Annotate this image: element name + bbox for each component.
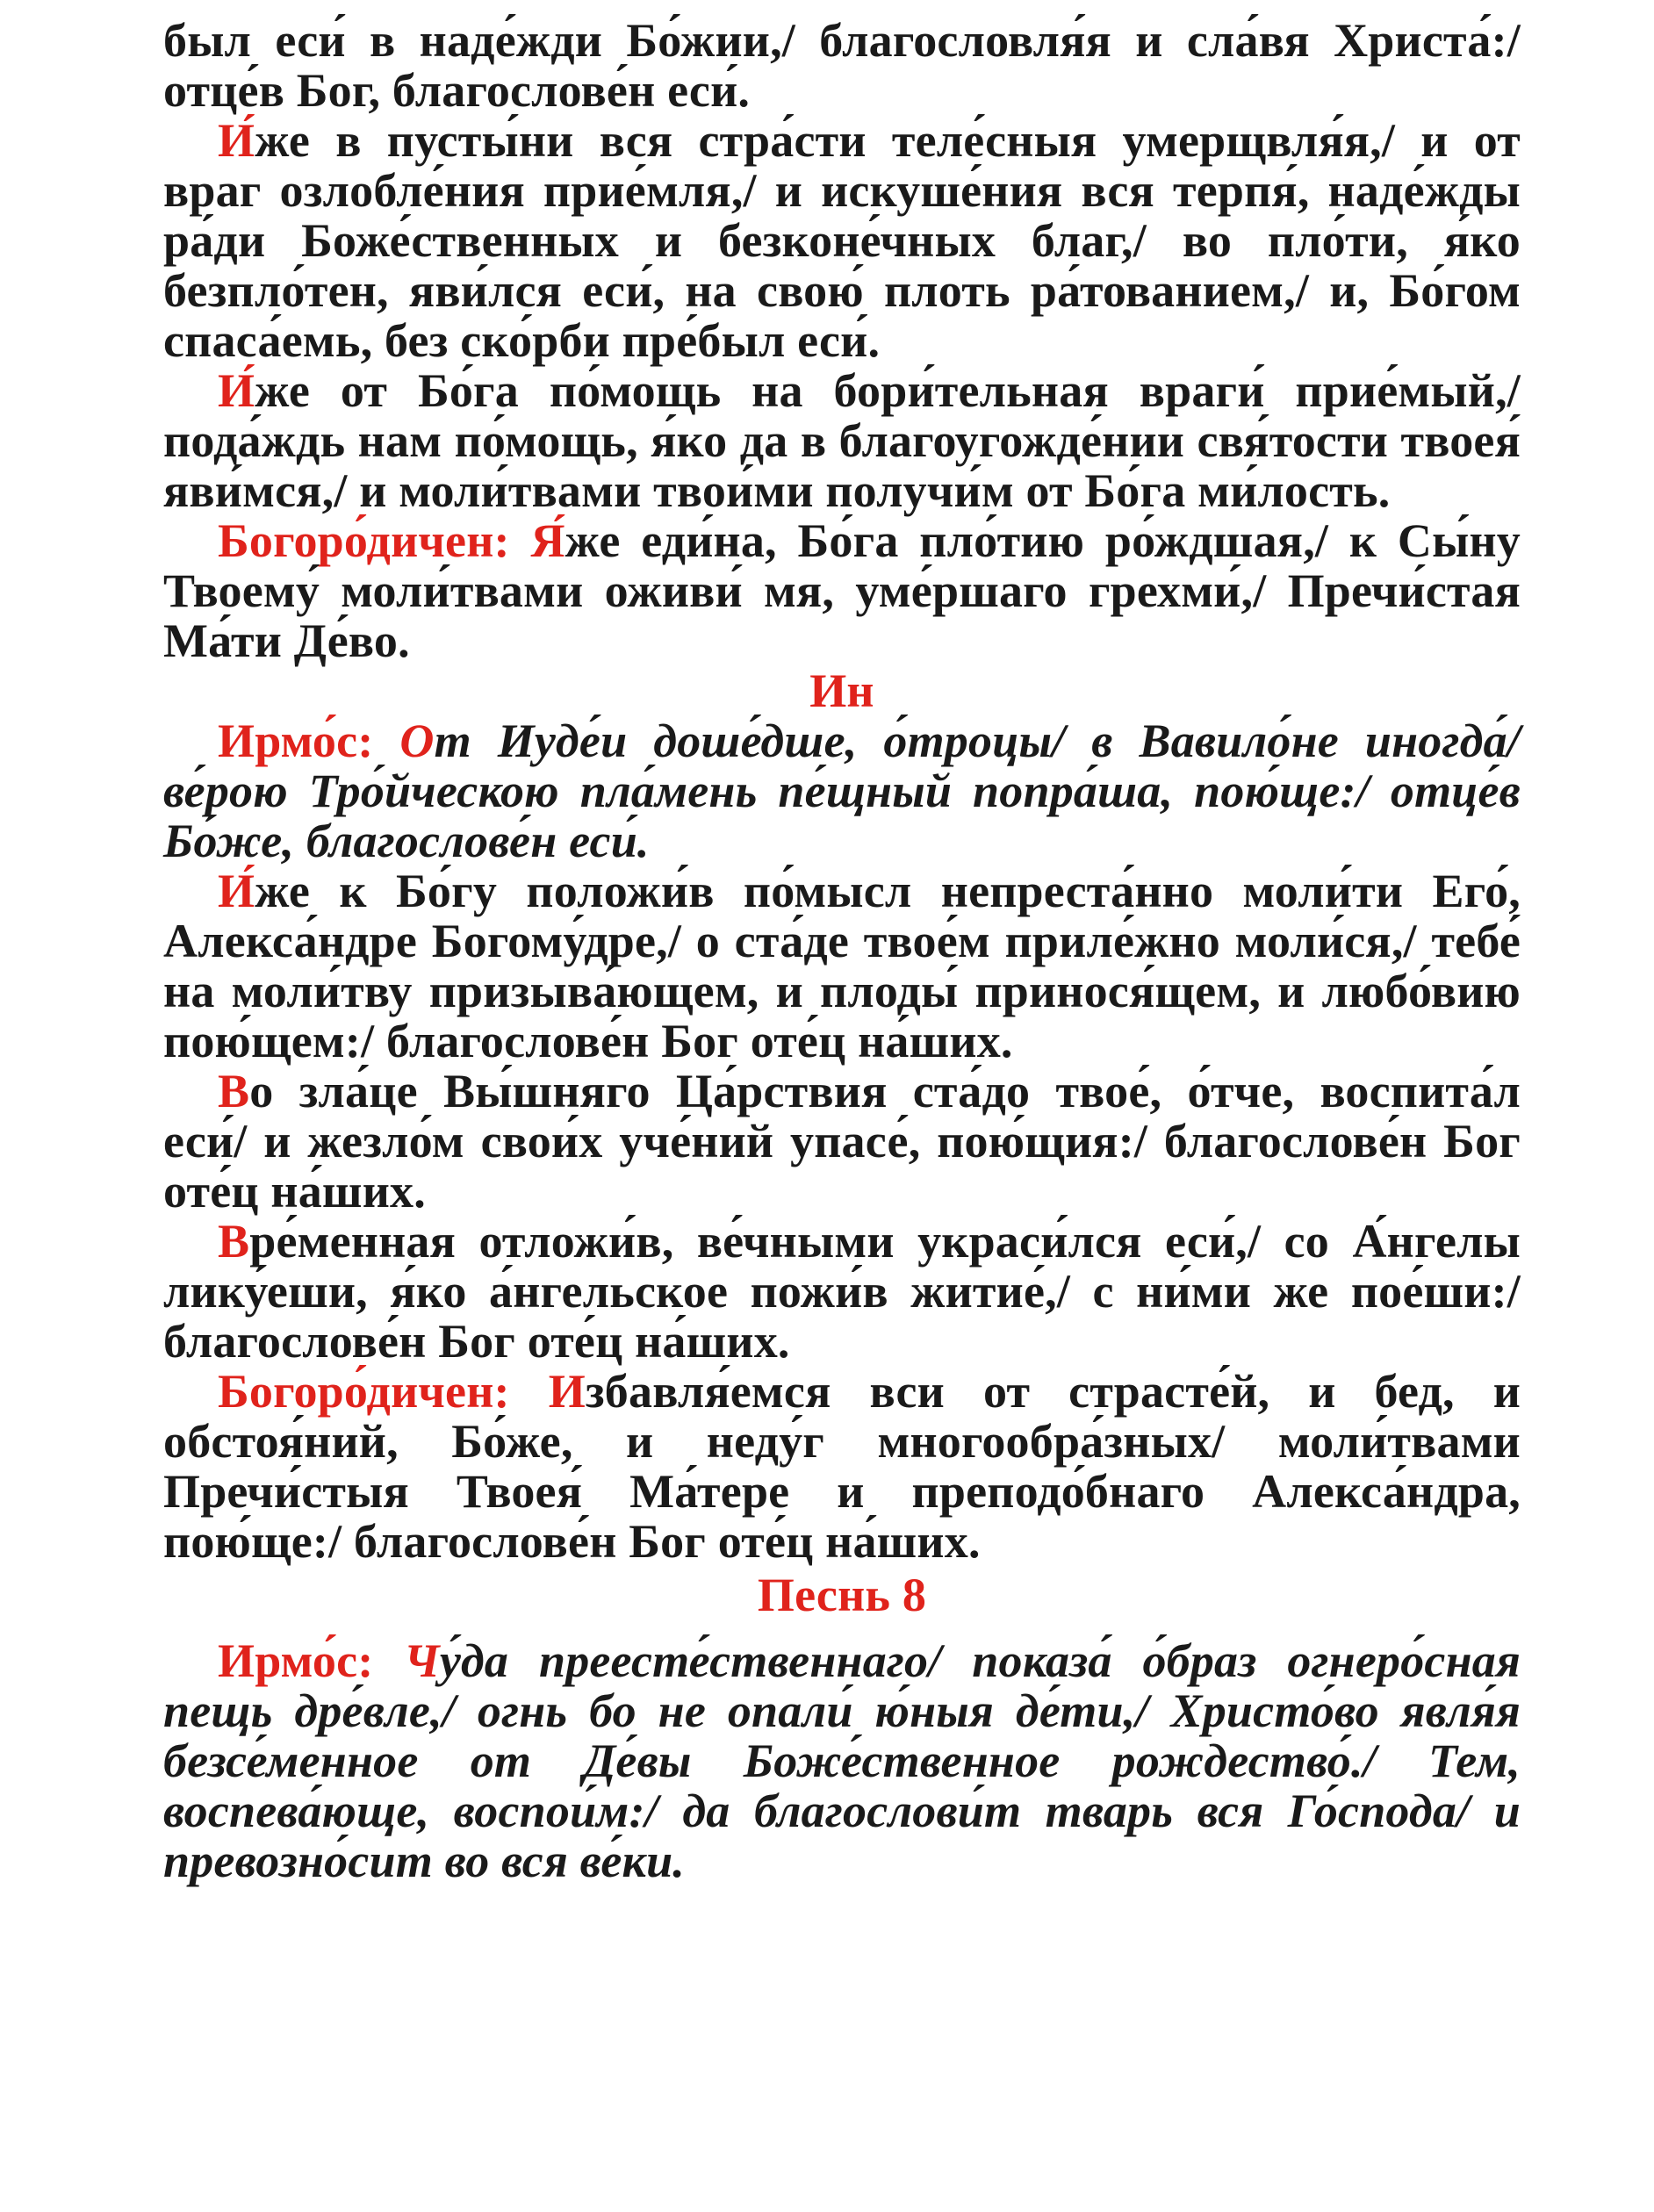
paragraph-text: збавля́емся вси от страсте́й, и бед, и обстоя́ний, Бо́же, и неду́г многообра́зных/ моли́твами Пречи́стыя Твоея́ Ма́тере и преподо́бнаго Алекса́ндра, пою́ще:/ благослове́н Бог оте́ц на́ших. — [163, 1365, 1521, 1568]
drop-initial: В — [218, 1215, 250, 1268]
paragraph-text: был еси́ в наде́жди Бо́жии,/ благословля́я и сла́вя Христа́:/ отце́в Бог, благослове́н еси́. — [163, 14, 1521, 117]
drop-initial: И — [548, 1365, 586, 1418]
rubric-label: Богоро́дичен: — [218, 514, 531, 567]
paragraph-text: т Иуде́и доше́дше, о́троцы/ в Вавило́не иногда́/ ве́рою Тро́йческою пла́мень пе́щный попра́ша, пою́ще:/ отце́в Бо́же, благослове́н еси́. — [163, 715, 1521, 867]
section-heading-song-8: Песнь 8 — [757, 1569, 927, 1621]
section-heading-in: Ин — [809, 664, 874, 717]
paragraph-text: о зла́це Вы́шняго Ца́рствия ста́до твое́, о́тче, воспита́л еси́/ и жезло́м свои́х уче́ний упасе́, пою́щия:/ благослове́н Бог оте́ц на́ших. — [163, 1065, 1521, 1217]
drop-initial: Ч — [404, 1634, 440, 1687]
paragraph-theotokion — [163, 1367, 1521, 1567]
drop-initial: И́ — [218, 114, 255, 167]
paragraph-text: же от Бо́га по́мощь на бори́тельная враги́ прие́мый,/ пода́ждь нам по́мощь, я́ко да в благоугожде́нии свя́тости твоея́ яви́мся,/ и моли́твами твои́ми получи́м от Бо́га ми́лость. — [163, 364, 1521, 517]
drop-initial: О — [399, 715, 435, 767]
paragraph-troparion — [163, 1066, 1521, 1217]
paragraph-troparion — [163, 116, 1521, 366]
drop-initial: В — [218, 1065, 250, 1117]
paragraph-text: ре́менная отложи́в, ве́чными украси́лся еси́,/ со А́нгелы лику́еши, я́ко а́нгельское пожи́в житие́,/ с ни́ми же пое́ши:/ благослове́н Бог оте́ц на́ших. — [163, 1215, 1521, 1368]
rubric-label: Ирмо́с: — [218, 715, 400, 767]
paragraph-theotokion — [163, 516, 1521, 666]
rubric-label: Богоро́дичен: — [218, 1365, 549, 1418]
paragraph-text: у́да преесте́ственнаго/ показа́ о́браз огнеро́сная пещь дре́вле,/ огнь бо не опали́ ю́ныя де́ти,/ Христо́во явля́я безсе́менное от Де́вы Боже́ственное рождество́./ Тем, воспева́юще, воспои́м:/ да благослови́т тварь вся Го́спода/ и превозно́сит во вся ве́ки. — [163, 1634, 1521, 1887]
paragraph-troparion — [163, 866, 1521, 1066]
paragraph-irmos — [163, 1636, 1521, 1886]
paragraph-text: же еди́на, Бо́га пло́тию ро́ждшая,/ к Сы́ну Твоему́ моли́твами оживи́ мя, уме́ршаго грехми́,/ Пречи́стая Ма́ти Де́во. — [163, 514, 1521, 667]
paragraph-text: же к Бо́гу положи́в по́мысл непреста́нно моли́ти Его́, Алекса́ндре Богому́дре,/ о ста́де твое́м приле́жно моли́ся,/ тебе́ на моли́тву призыва́ющем, и плоды́ принося́щем, и любо́вию пою́щем:/ благослове́н Бог оте́ц на́ших. — [163, 865, 1521, 1067]
paragraph-text: же в пусты́ни вся стра́сти теле́сныя умерщвля́я,/ и от враг озлобле́ния прие́мля,/ и искуше́ния вся терпя́, наде́жды ра́ди Боже́ственных и безконе́чных благ,/ во пло́ти, я́ко безпло́тен, яви́лся еси́, на свою́ плоть ра́тованием,/ и, Бо́гом спаса́емь, без ско́рби пре́был еси́. — [163, 114, 1521, 367]
drop-initial: И́ — [218, 865, 255, 917]
paragraph-irmos — [163, 716, 1521, 866]
drop-initial: Я́ — [530, 514, 565, 567]
liturgical-text-page — [163, 16, 1521, 1886]
paragraph-troparion — [163, 366, 1521, 516]
drop-initial: И́ — [218, 364, 255, 417]
paragraph-continuation — [163, 16, 1521, 116]
paragraph-troparion — [163, 1217, 1521, 1367]
rubric-label: Ирмо́с: — [218, 1634, 405, 1687]
